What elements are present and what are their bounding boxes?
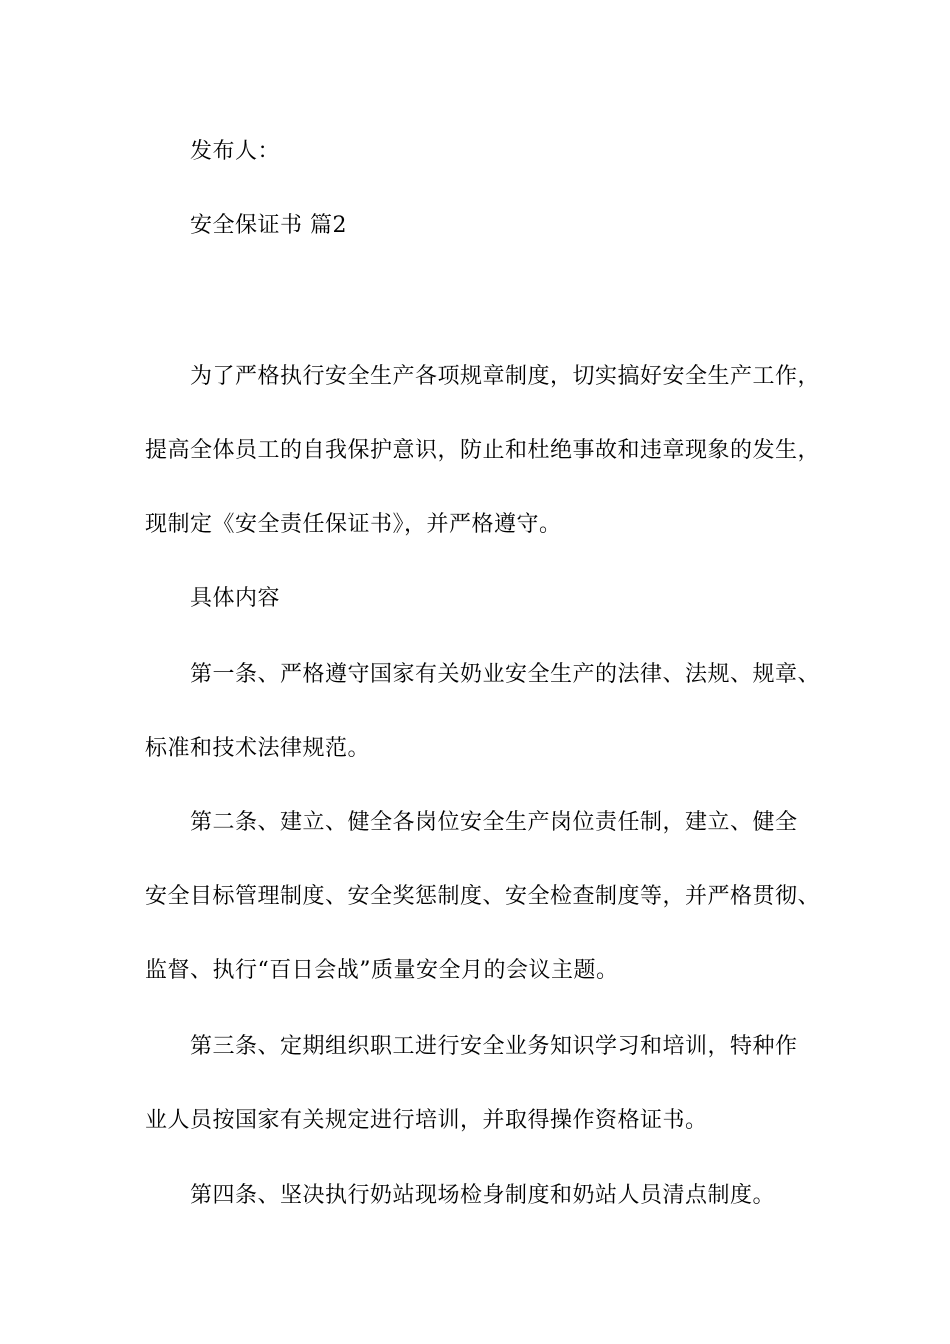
paragraph-line: 为了严格执行安全生产各项规章制度，切实搞好安全生产工作， — [190, 364, 821, 389]
section-title: 安全保证书 篇2 — [190, 213, 347, 238]
subheading: 具体内容 — [190, 586, 281, 611]
paragraph-line: 提高全体员工的自我保护意识，防止和杜绝事故和违章现象的发生， — [145, 438, 821, 463]
paragraph-line: 第一条、严格遵守国家有关奶业安全生产的法律、法规、规章、 — [190, 662, 821, 687]
paragraph-line: 第二条、建立、健全各岗位安全生产岗位责任制，建立、健全 — [190, 810, 798, 835]
paragraph-line: 业人员按国家有关规定进行培训，并取得操作资格证书。 — [145, 1108, 708, 1133]
paragraph-line: 第三条、定期组织职工进行安全业务知识学习和培训，特种作 — [190, 1034, 798, 1059]
paragraph-line: 标准和技术法律规范。 — [145, 736, 371, 761]
paragraph-line: 监督、执行“百日会战”质量安全月的会议主题。 — [145, 958, 619, 983]
paragraph-line: 第四条、坚决执行奶站现场检身制度和奶站人员清点制度。 — [190, 1183, 776, 1208]
publisher-label: 发布人： — [190, 139, 281, 164]
paragraph-line: 现制定《安全责任保证书》，并严格遵守。 — [145, 512, 562, 537]
paragraph-line: 安全目标管理制度、安全奖惩制度、安全检查制度等，并严格贯彻、 — [145, 884, 821, 909]
